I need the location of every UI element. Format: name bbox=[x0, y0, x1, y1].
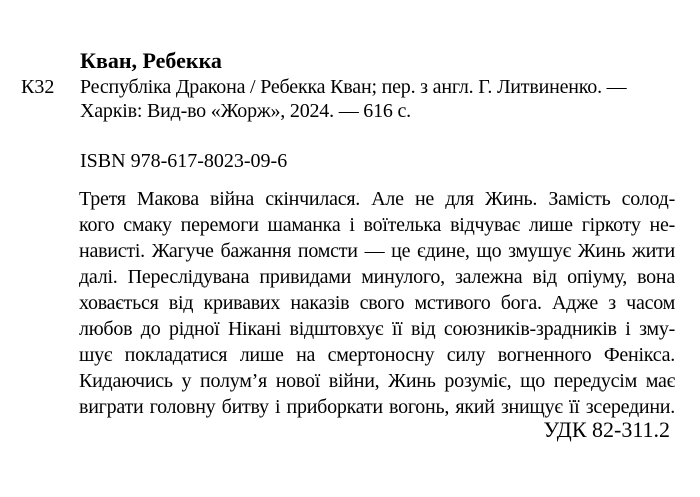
annotation-line: кого смаку перемоги шаманка і воїтелька відчуває лише гіркоту не- bbox=[79, 214, 675, 236]
udk-code: УДК 82-311.2 bbox=[543, 417, 670, 442]
annotation-line: Третя Макова війна скінчилася. Але не для Жинь. Замість солод- bbox=[79, 188, 675, 210]
bibliographic-line-2: Харків: Вид-во «Жорж», 2024. — 616 с. bbox=[80, 100, 411, 122]
annotation-line: Кидаючись у полум’я нової війни, Жинь розуміє, що передусім має bbox=[79, 370, 675, 392]
author-mark: К32 bbox=[21, 76, 55, 98]
bibliographic-line-1: Республіка Дракона / Ребекка Кван; пер. з англ. Г. Литвиненко. — bbox=[80, 76, 627, 98]
annotation-line: виграти головну битву і приборкати вогонь, який знищує її зсередини. bbox=[79, 396, 675, 418]
isbn: ISBN 978-617-8023-09-6 bbox=[80, 150, 288, 172]
annotation-line: любов до рідної Нікані відштовхує її від союзників-зрадників і зму- bbox=[79, 318, 675, 340]
annotation bbox=[79, 186, 675, 420]
annotation-line: шує покладатися лише на смертоносну силу вогненного Фенікса. bbox=[79, 344, 675, 366]
annotation-line: нависті. Жагуче бажання помсти — це єдине, що змушує Жинь жити bbox=[79, 240, 675, 262]
annotation-line: ховається від кривавих наказів свого мстивого бога. Адже з часом bbox=[79, 292, 675, 314]
author-name: Кван, Ребекка bbox=[80, 48, 222, 73]
annotation-line: далі. Переслідувана привидами минулого, залежна від опіуму, вона bbox=[79, 266, 675, 288]
